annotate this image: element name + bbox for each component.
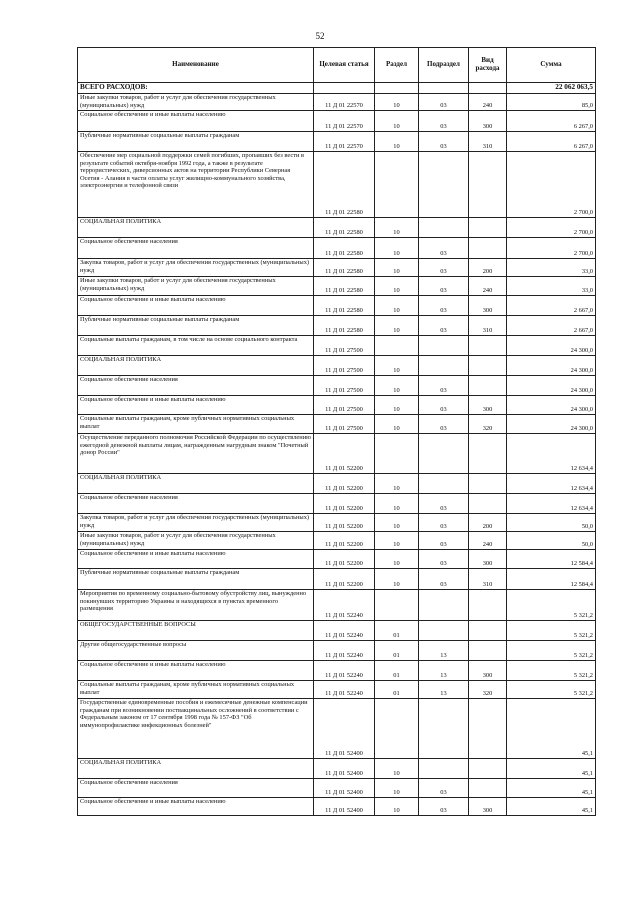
row-section: 10 <box>375 569 419 590</box>
table-row <box>78 132 596 152</box>
row-kind <box>469 238 507 259</box>
row-kind: 240 <box>469 277 507 296</box>
row-subsection: 03 <box>419 94 469 111</box>
row-name-text: Социальное обеспечение и иные выплаты населению <box>80 798 226 805</box>
row-name-text: Социальные выплаты гражданам, кроме публичных нормативных социальных выплат <box>80 415 295 430</box>
row-name <box>78 641 314 661</box>
table-row <box>78 779 596 798</box>
row-code: 11 Д 01 22570 <box>314 111 375 132</box>
row-subsection: 03 <box>419 132 469 152</box>
row-name-text: СОЦИАЛЬНАЯ ПОЛИТИКА <box>80 218 162 225</box>
row-code: 11 Д 01 22570 <box>314 94 375 111</box>
row-name-text: ОБЩЕГОСУДАРСТВЕННЫЕ ВОПРОСЫ <box>80 621 196 628</box>
row-kind <box>469 759 507 779</box>
row-section: 10 <box>375 277 419 296</box>
row-kind <box>469 356 507 376</box>
row-name <box>78 681 314 699</box>
row-kind: 320 <box>469 415 507 434</box>
row-name-text: СОЦИАЛЬНАЯ ПОЛИТИКА <box>80 759 162 766</box>
row-section: 10 <box>375 316 419 336</box>
row-name <box>78 474 314 494</box>
row-name-text: Другие общегосударственные вопросы <box>80 641 187 648</box>
row-subsection: 03 <box>419 415 469 434</box>
row-kind: 300 <box>469 296 507 316</box>
budget-table <box>77 47 596 816</box>
table-row <box>78 532 596 550</box>
row-code: 11 Д 01 52240 <box>314 590 375 621</box>
row-section: 10 <box>375 532 419 550</box>
row-subsection: 03 <box>419 376 469 396</box>
row-subsection <box>419 699 469 759</box>
row-code: 11 Д 01 22580 <box>314 152 375 218</box>
row-sum: 33,0 <box>507 259 596 277</box>
row-name <box>78 590 314 621</box>
row-code: 11 Д 01 27500 <box>314 336 375 356</box>
row-name <box>78 336 314 356</box>
row-section: 10 <box>375 494 419 514</box>
row-name-text: Социальное обеспечение населения <box>80 238 178 245</box>
row-kind: 300 <box>469 111 507 132</box>
row-name <box>78 111 314 132</box>
row-section: 10 <box>375 238 419 259</box>
row-name <box>78 376 314 396</box>
table-row <box>78 474 596 494</box>
row-name <box>78 661 314 681</box>
table-row <box>78 356 596 376</box>
row-section: 10 <box>375 759 419 779</box>
row-name <box>78 494 314 514</box>
row-section: 10 <box>375 474 419 494</box>
row-name-text: Закупка товаров, работ и услуг для обеспечения государственных (муниципальных) нужд <box>80 259 310 274</box>
row-code: 11 Д 01 52200 <box>314 514 375 532</box>
table-row <box>78 661 596 681</box>
row-code: 11 Д 01 52400 <box>314 699 375 759</box>
row-code: 11 Д 01 52200 <box>314 532 375 550</box>
row-sum: 2 667,0 <box>507 316 596 336</box>
table-row <box>78 681 596 699</box>
table-row <box>78 94 596 111</box>
row-sum: 85,0 <box>507 94 596 111</box>
total-subsection <box>419 83 469 94</box>
row-code: 11 Д 01 52400 <box>314 779 375 798</box>
row-code: 11 Д 01 27500 <box>314 415 375 434</box>
table-row <box>78 550 596 569</box>
row-code: 11 Д 01 22570 <box>314 132 375 152</box>
total-label: ВСЕГО РАСХОДОВ: <box>78 83 314 94</box>
table-row <box>78 316 596 336</box>
row-code: 11 Д 01 52200 <box>314 569 375 590</box>
table-row <box>78 514 596 532</box>
row-subsection: 03 <box>419 532 469 550</box>
row-code: 11 Д 01 22580 <box>314 296 375 316</box>
table-row <box>78 494 596 514</box>
row-sum: 12 634,4 <box>507 434 596 474</box>
header-subsection: Подраздел <box>419 48 469 83</box>
row-section: 10 <box>375 779 419 798</box>
table-row <box>78 238 596 259</box>
row-name-text: Социальные выплаты гражданам, в том числе на основе социального контракта <box>80 336 298 343</box>
table-row <box>78 621 596 641</box>
row-subsection: 03 <box>419 494 469 514</box>
row-code: 11 Д 01 52400 <box>314 798 375 816</box>
row-kind: 200 <box>469 259 507 277</box>
row-code: 11 Д 01 52400 <box>314 759 375 779</box>
table-row <box>78 590 596 621</box>
row-name-text: Публичные нормативные социальные выплаты гражданам <box>80 316 240 323</box>
row-sum: 2 700,0 <box>507 238 596 259</box>
row-subsection: 03 <box>419 550 469 569</box>
row-section: 10 <box>375 550 419 569</box>
row-subsection: 03 <box>419 396 469 415</box>
row-section: 10 <box>375 132 419 152</box>
row-section: 01 <box>375 641 419 661</box>
total-code <box>314 83 375 94</box>
table-row <box>78 296 596 316</box>
row-code: 11 Д 01 52200 <box>314 494 375 514</box>
row-subsection: 03 <box>419 238 469 259</box>
row-sum: 5 321,2 <box>507 661 596 681</box>
row-kind: 310 <box>469 316 507 336</box>
row-section: 10 <box>375 396 419 415</box>
row-subsection: 03 <box>419 569 469 590</box>
row-subsection: 03 <box>419 798 469 816</box>
row-subsection: 03 <box>419 316 469 336</box>
row-section: 10 <box>375 111 419 132</box>
row-sum: 12 584,4 <box>507 569 596 590</box>
row-name <box>78 434 314 474</box>
row-name-text: Иные закупки товаров, работ и услуг для обеспечения государственных (муниципальных) нужд <box>80 277 276 292</box>
row-subsection: 03 <box>419 514 469 532</box>
row-code: 11 Д 01 22580 <box>314 277 375 296</box>
row-sum: 50,0 <box>507 514 596 532</box>
row-sum: 24 300,0 <box>507 415 596 434</box>
row-kind: 300 <box>469 550 507 569</box>
row-name-text: Осуществление переданного полномочия Российской Федерации по осуществлению ежегодной денежной выплаты лицам, награжденным нагрудным знаком "Почетный донор России" <box>80 434 311 457</box>
row-code: 11 Д 01 52240 <box>314 661 375 681</box>
row-kind <box>469 336 507 356</box>
row-name-text: Социальное обеспечение населения <box>80 494 178 501</box>
row-code: 11 Д 01 52240 <box>314 621 375 641</box>
row-name <box>78 152 314 218</box>
row-kind <box>469 152 507 218</box>
row-name <box>78 699 314 759</box>
page-number: 52 <box>315 31 325 41</box>
row-kind <box>469 590 507 621</box>
row-name <box>78 396 314 415</box>
row-subsection <box>419 152 469 218</box>
row-sum: 24 300,0 <box>507 356 596 376</box>
table-row <box>78 277 596 296</box>
row-sum: 12 634,4 <box>507 494 596 514</box>
row-kind: 300 <box>469 798 507 816</box>
row-name <box>78 238 314 259</box>
table-row <box>78 336 596 356</box>
row-code: 11 Д 01 27500 <box>314 376 375 396</box>
row-sum: 45,1 <box>507 699 596 759</box>
table-row <box>78 396 596 415</box>
row-section <box>375 699 419 759</box>
row-name <box>78 759 314 779</box>
header-section: Раздел <box>375 48 419 83</box>
row-name <box>78 259 314 277</box>
table-row <box>78 111 596 132</box>
table-row <box>78 759 596 779</box>
row-sum: 5 321,2 <box>507 621 596 641</box>
row-kind <box>469 494 507 514</box>
row-name <box>78 277 314 296</box>
row-name <box>78 514 314 532</box>
row-sum: 45,1 <box>507 798 596 816</box>
row-name <box>78 621 314 641</box>
row-name-text: Обеспечение мер социальной поддержки семей погибших, пропавших без вести в результате событий октября-ноября 1992 года, а также в результате террористических, диверсионных актов на территории Республики Северная Осетия - Алания в части оплаты услуг жилищно-коммунального хозяйства, электроэнергии и телефонной связи <box>80 152 305 190</box>
row-section: 01 <box>375 681 419 699</box>
row-subsection: 13 <box>419 641 469 661</box>
row-section: 10 <box>375 514 419 532</box>
row-section: 10 <box>375 296 419 316</box>
table-row <box>78 569 596 590</box>
row-sum: 2 700,0 <box>507 152 596 218</box>
row-section: 10 <box>375 218 419 238</box>
row-subsection <box>419 621 469 641</box>
row-sum: 12 584,4 <box>507 550 596 569</box>
row-sum: 6 267,0 <box>507 111 596 132</box>
row-section: 01 <box>375 621 419 641</box>
row-name <box>78 356 314 376</box>
row-sum: 33,0 <box>507 277 596 296</box>
row-subsection <box>419 474 469 494</box>
row-code: 11 Д 01 52200 <box>314 474 375 494</box>
row-subsection <box>419 759 469 779</box>
row-subsection: 03 <box>419 296 469 316</box>
row-section <box>375 336 419 356</box>
row-section: 10 <box>375 798 419 816</box>
row-code: 11 Д 01 52200 <box>314 550 375 569</box>
header-code: Целевая статья <box>314 48 375 83</box>
row-name <box>78 94 314 111</box>
row-section <box>375 152 419 218</box>
row-kind: 310 <box>469 132 507 152</box>
row-code: 11 Д 01 22580 <box>314 238 375 259</box>
row-name-text: Социальное обеспечение и иные выплаты населению <box>80 396 226 403</box>
row-subsection <box>419 356 469 376</box>
row-subsection: 03 <box>419 111 469 132</box>
row-name-text: Социальные выплаты гражданам, кроме публичных нормативных социальных выплат <box>80 681 295 696</box>
row-sum: 5 321,2 <box>507 681 596 699</box>
row-subsection: 03 <box>419 277 469 296</box>
table-row <box>78 699 596 759</box>
row-kind: 240 <box>469 532 507 550</box>
row-sum: 2 700,0 <box>507 218 596 238</box>
row-code: 11 Д 01 22580 <box>314 218 375 238</box>
row-subsection: 13 <box>419 661 469 681</box>
row-name-text: Социальное обеспечение и иные выплаты населению <box>80 296 226 303</box>
total-kind <box>469 83 507 94</box>
row-section <box>375 434 419 474</box>
row-kind: 240 <box>469 94 507 111</box>
row-subsection <box>419 434 469 474</box>
total-row <box>78 83 596 94</box>
row-kind <box>469 641 507 661</box>
row-name-text: СОЦИАЛЬНАЯ ПОЛИТИКА <box>80 356 162 363</box>
row-sum: 5 321,2 <box>507 590 596 621</box>
table-row <box>78 152 596 218</box>
row-sum: 45,1 <box>507 779 596 798</box>
row-code: 11 Д 01 22580 <box>314 259 375 277</box>
row-section: 10 <box>375 94 419 111</box>
row-name-text: Государственные единовременные пособия и ежемесячные денежные компенсации гражданам при возникновении поствакцинальных осложнений в соответствии с Федеральным законом от 17 сентября 1998 года № 157-ФЗ "Об иммунопрофилактике инфекционных болезней" <box>80 699 308 729</box>
row-name-text: Социальное обеспечение и иные выплаты населению <box>80 661 226 668</box>
header-row <box>78 48 596 83</box>
row-kind <box>469 699 507 759</box>
row-kind <box>469 434 507 474</box>
row-subsection <box>419 590 469 621</box>
row-sum: 45,1 <box>507 759 596 779</box>
row-kind <box>469 376 507 396</box>
row-name-text: Мероприятия по временному социально-бытовому обустройству лиц, вынужденно покинувших территорию Украины и находящихся в пунктах временного размещения <box>80 590 307 613</box>
row-sum: 24 300,0 <box>507 376 596 396</box>
row-kind <box>469 621 507 641</box>
row-name <box>78 779 314 798</box>
row-subsection: 03 <box>419 779 469 798</box>
row-name <box>78 550 314 569</box>
row-kind: 310 <box>469 569 507 590</box>
row-section: 10 <box>375 259 419 277</box>
table-row <box>78 434 596 474</box>
row-section: 01 <box>375 661 419 681</box>
row-subsection: 13 <box>419 681 469 699</box>
row-name-text: СОЦИАЛЬНАЯ ПОЛИТИКА <box>80 474 162 481</box>
table-row <box>78 218 596 238</box>
row-code: 11 Д 01 22580 <box>314 316 375 336</box>
row-name-text: Социальное обеспечение и иные выплаты населению <box>80 550 226 557</box>
row-name <box>78 296 314 316</box>
row-code: 11 Д 01 52240 <box>314 641 375 661</box>
row-code: 11 Д 01 52200 <box>314 434 375 474</box>
row-sum: 24 300,0 <box>507 396 596 415</box>
row-subsection <box>419 336 469 356</box>
row-subsection: 03 <box>419 259 469 277</box>
total-section <box>375 83 419 94</box>
row-name <box>78 132 314 152</box>
row-kind: 200 <box>469 514 507 532</box>
row-name-text: Закупка товаров, работ и услуг для обеспечения государственных (муниципальных) нужд <box>80 514 310 529</box>
row-kind: 300 <box>469 661 507 681</box>
row-section <box>375 590 419 621</box>
row-name-text: Публичные нормативные социальные выплаты гражданам <box>80 569 240 576</box>
row-section: 10 <box>375 356 419 376</box>
total-sum: 22 062 063,5 <box>507 83 596 94</box>
row-name <box>78 316 314 336</box>
row-name <box>78 415 314 434</box>
row-name-text: Публичные нормативные социальные выплаты гражданам <box>80 132 240 139</box>
table-row <box>78 641 596 661</box>
row-name-text: Социальное обеспечение и иные выплаты населению <box>80 111 226 118</box>
row-name-text: Иные закупки товаров, работ и услуг для обеспечения государственных (муниципальных) нужд <box>80 94 276 109</box>
row-kind <box>469 779 507 798</box>
table-row <box>78 376 596 396</box>
header-name: Наименование <box>78 48 314 83</box>
row-section: 10 <box>375 415 419 434</box>
table-row <box>78 259 596 277</box>
table-row <box>78 798 596 816</box>
row-name-text: Социальное обеспечение населения <box>80 376 178 383</box>
row-name-text: Социальное обеспечение населения <box>80 779 178 786</box>
row-kind: 300 <box>469 396 507 415</box>
row-kind: 320 <box>469 681 507 699</box>
row-name <box>78 218 314 238</box>
header-sum: Сумма <box>507 48 596 83</box>
row-sum: 2 667,0 <box>507 296 596 316</box>
row-name <box>78 569 314 590</box>
row-name <box>78 798 314 816</box>
row-code: 11 Д 01 27500 <box>314 356 375 376</box>
row-sum: 6 267,0 <box>507 132 596 152</box>
row-kind <box>469 218 507 238</box>
row-name-text: Иные закупки товаров, работ и услуг для обеспечения государственных (муниципальных) нужд <box>80 532 276 547</box>
row-code: 11 Д 01 27500 <box>314 396 375 415</box>
header-kind: Вид расхода <box>469 48 507 83</box>
row-sum: 24 300,0 <box>507 336 596 356</box>
row-sum: 5 321,2 <box>507 641 596 661</box>
table-row <box>78 415 596 434</box>
row-kind <box>469 474 507 494</box>
row-sum: 12 634,4 <box>507 474 596 494</box>
row-sum: 50,0 <box>507 532 596 550</box>
row-code: 11 Д 01 52240 <box>314 681 375 699</box>
row-name <box>78 532 314 550</box>
row-subsection <box>419 218 469 238</box>
row-section: 10 <box>375 376 419 396</box>
